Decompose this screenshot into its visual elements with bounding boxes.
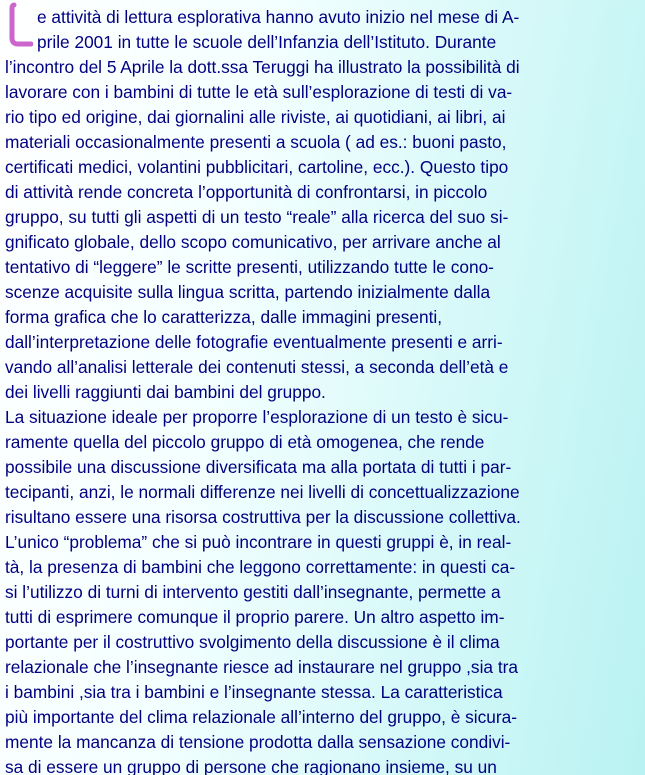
text-line: i bambini ,sia tra i bambini e l’insegnante stessa. La caratteristica	[5, 682, 503, 702]
text-line: L’unico “problema” che si può incontrare in questi gruppi è, in real-	[5, 532, 512, 552]
text-line: portante per il costruttivo svolgimento della discussione è il clima	[5, 632, 500, 652]
text-line: tentativo di “leggere” le scritte presenti, utilizzando tutte le cono-	[5, 257, 494, 277]
text-line: si l’utilizzo di turni di intervento gestiti dall’insegnante, permette a	[5, 582, 501, 602]
text-line: tecipanti, anzi, le normali differenze nei livelli di concettualizzazione	[5, 482, 520, 502]
text-line: tà, la presenza di bambini che leggono correttamente: in questi ca-	[5, 557, 516, 577]
text-line: prile 2001 in tutte le scuole dell’Infanzia dell’Istituto. Durante	[37, 32, 497, 52]
drop-cap-text: L	[5, 2, 6, 3]
body-text	[5, 5, 641, 775]
text-line: tutti di esprimere comunque il proprio parere. Un altro aspetto im-	[5, 607, 505, 627]
text-line: forma grafica che lo caratterizza, dalle immagini presenti,	[5, 307, 443, 327]
text-line: l’incontro del 5 Aprile la dott.ssa Teruggi ha illustrato la possibilità di	[5, 57, 520, 77]
text-line: La situazione ideale per proporre l’esplorazione di un testo è sicu-	[5, 407, 509, 427]
text-line: relazionale che l’insegnante riesce ad instaurare nel gruppo ,sia tra	[5, 657, 518, 677]
text-line: ramente quella del piccolo gruppo di età omogenea, che rende	[5, 432, 485, 452]
text-line: di attività rende concreta l’opportunità di confrontarsi, in piccolo	[5, 182, 488, 202]
paragraph-1	[5, 5, 641, 405]
text-line: dall’interpretazione delle fotografie eventualmente presenti e arri-	[5, 332, 503, 352]
text-line: vando all’analisi letterale dei contenuti stessi, a seconda dell’età e	[5, 357, 509, 377]
text-line: certificati medici, volantini pubblicitari, cartoline, ecc.). Questo tipo	[5, 157, 509, 177]
text-line: possibile una discussione diversificata ma alla portata di tutti i par-	[5, 457, 512, 477]
text-line: dei livelli raggiunti dai bambini del gruppo.	[5, 382, 326, 402]
text-line: materiali occasionalmente presenti a scuola ( ad es.: buoni pasto,	[5, 132, 507, 152]
paragraph-2	[5, 405, 641, 775]
text-line: mente la mancanza di tensione prodotta dalla sensazione condivi-	[5, 732, 511, 752]
text-line: gruppo, su tutti gli aspetti di un testo “reale” alla ricerca del suo si-	[5, 207, 509, 227]
text-line: lavorare con i bambini di tutte le età sull’esplorazione di testi di va-	[5, 82, 513, 102]
text-line: e attività di lettura esplorativa hanno avuto inizio nel mese di A-	[37, 7, 520, 27]
text-line: più importante del clima relazionale all’interno del gruppo, è sicura-	[5, 707, 517, 727]
text-line: gnificato globale, dello scopo comunicativo, per arrivare anche al	[5, 232, 501, 252]
text-line: sa di essere un gruppo di persone che ragionano insieme, su un	[5, 757, 497, 775]
text-line: risultano essere una risorsa costruttiva per la discussione collettiva.	[5, 507, 521, 527]
text-line: scenze acquisite sulla lingua scritta, partendo inizialmente dalla	[5, 282, 491, 302]
text-line: rio tipo ed origine, dai giornalini alle riviste, ai quotidiani, ai libri, ai	[5, 107, 506, 127]
